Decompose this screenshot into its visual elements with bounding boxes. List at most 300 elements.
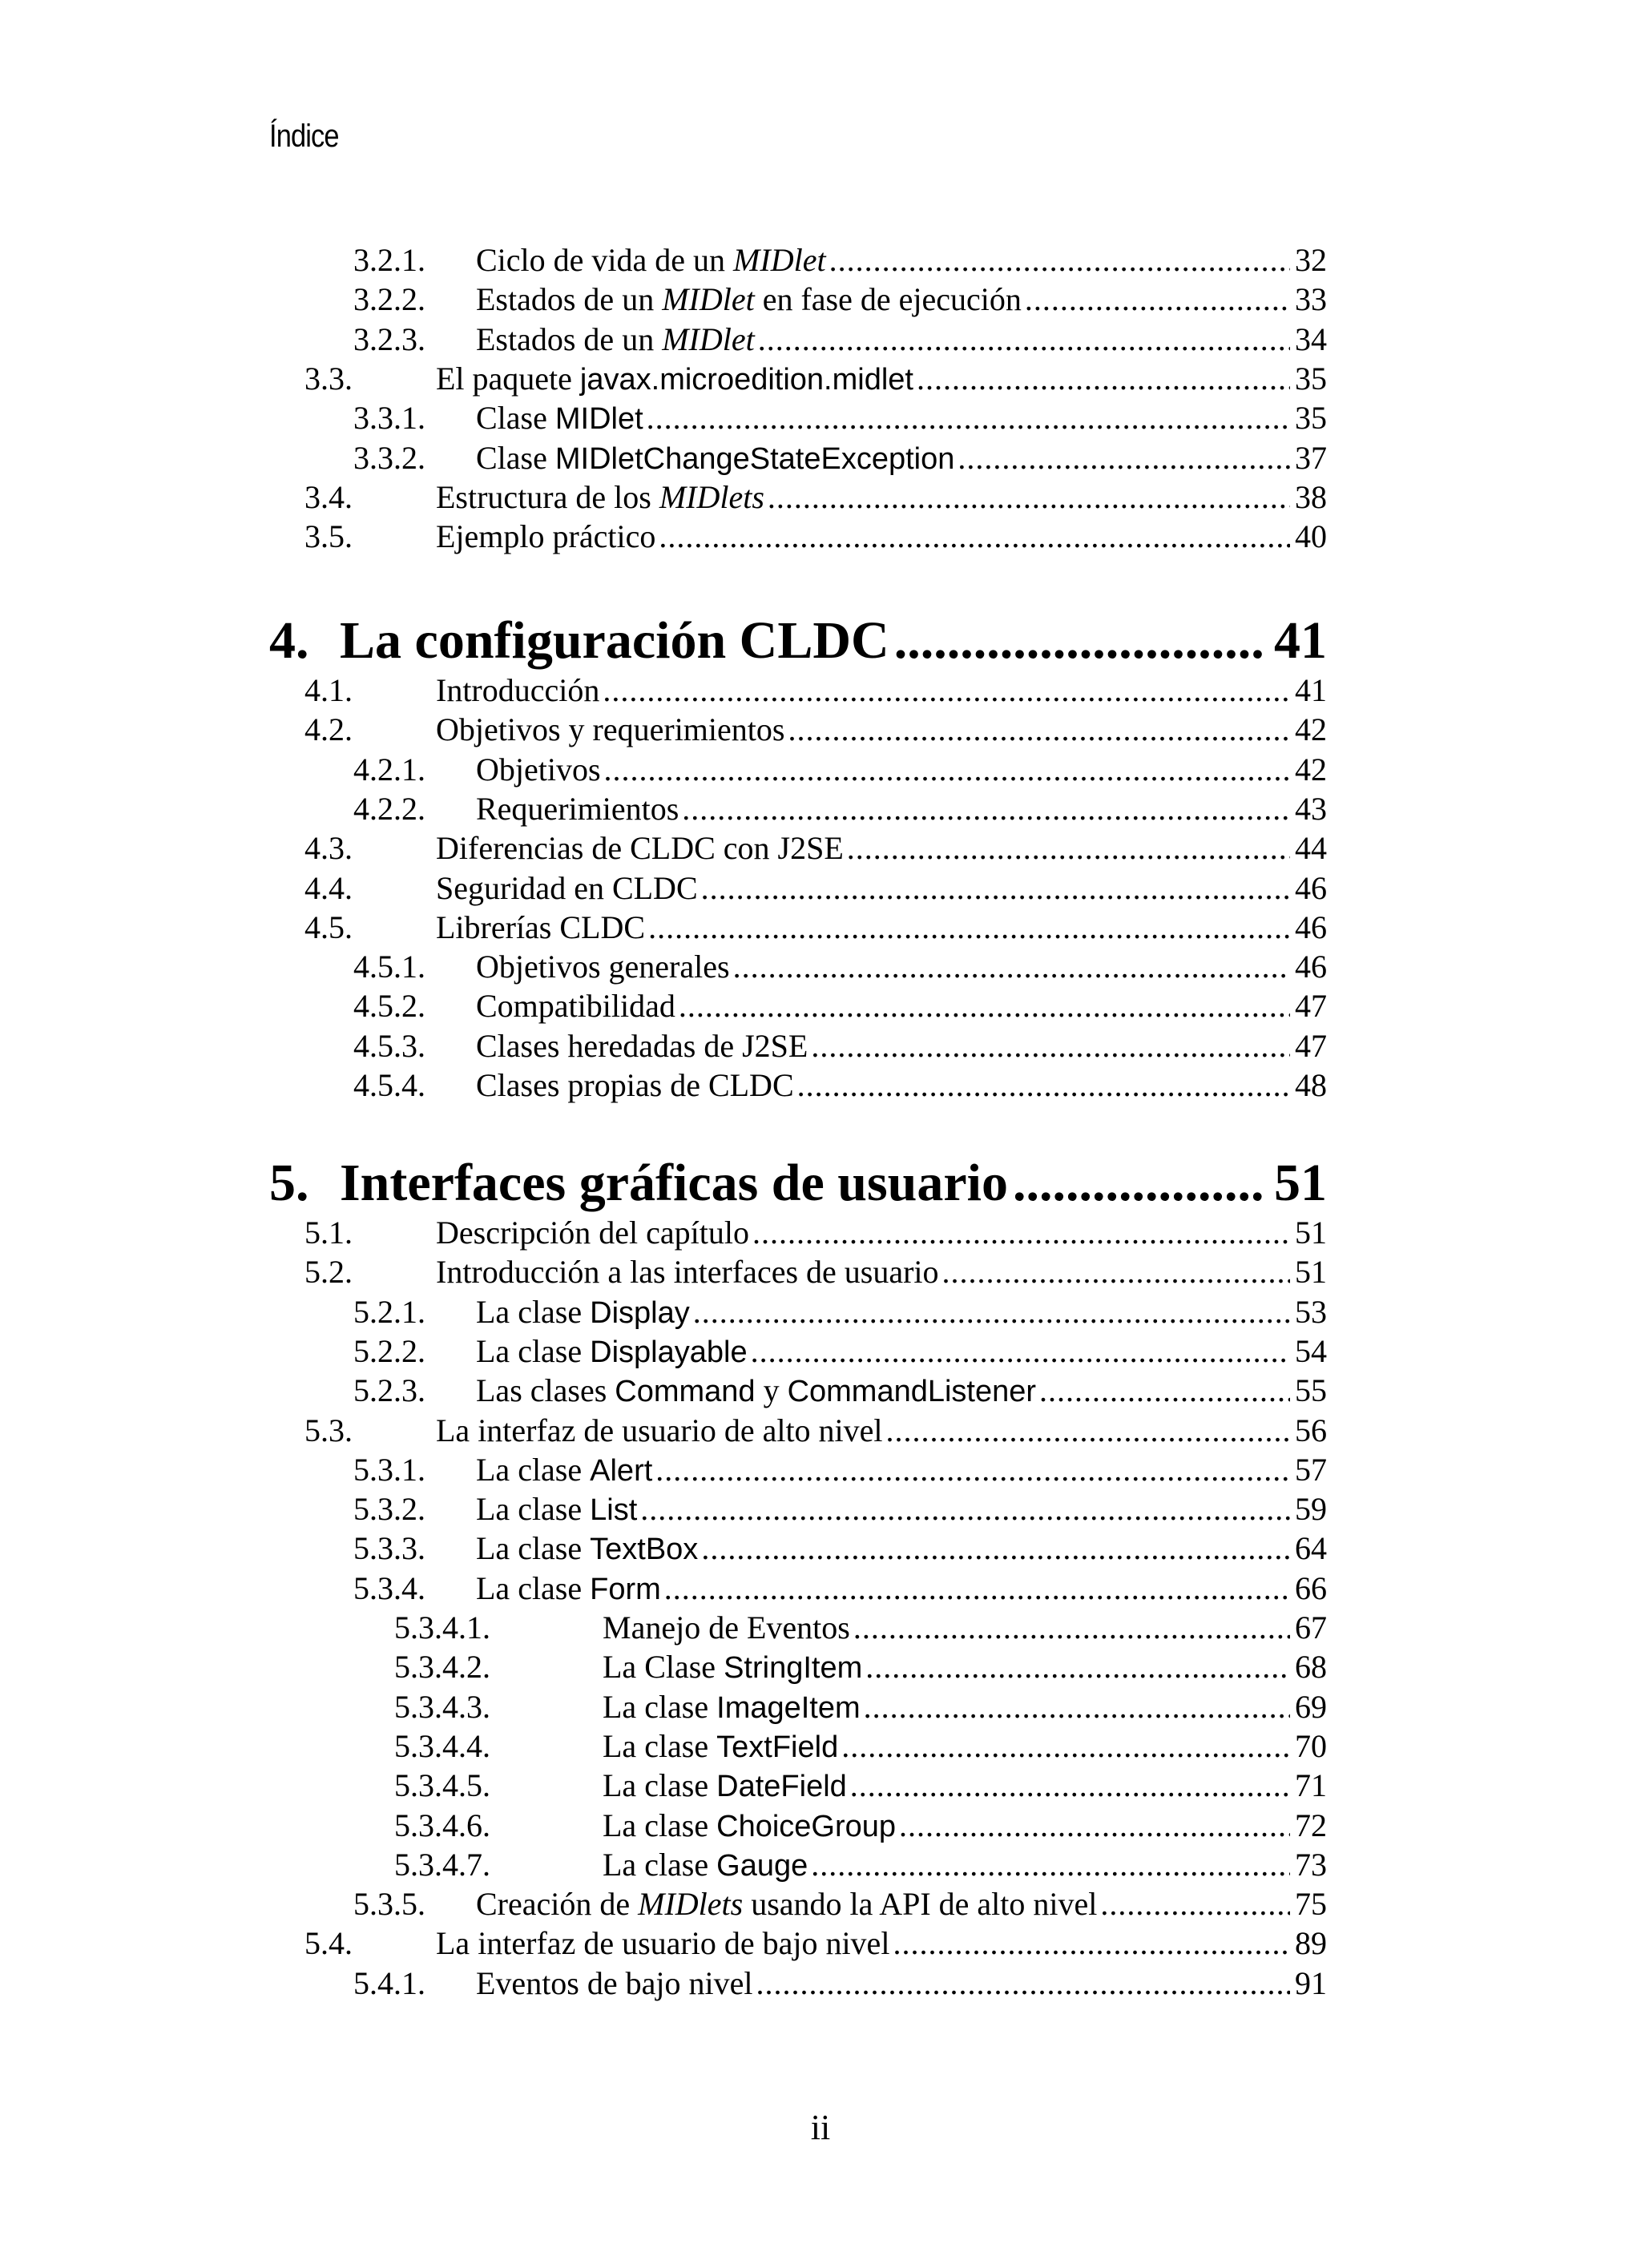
toc-entry-title-part: Requerimientos	[476, 790, 679, 827]
toc-entry-body	[436, 477, 1327, 518]
toc-entry-title-part: Introducción	[436, 672, 600, 708]
toc-entry-title	[476, 438, 954, 479]
toc-leader-dots	[1100, 1884, 1290, 1924]
toc-entry[interactable]	[269, 1450, 1327, 1490]
toc-entry-number: 4.5.	[304, 908, 353, 945]
toc-entry-title-part: La clase	[603, 1846, 717, 1883]
toc-leader-dots	[797, 1066, 1290, 1106]
toc-entry-body	[603, 1845, 1327, 1886]
toc-entry[interactable]	[269, 240, 1327, 280]
toc-entry-body	[436, 1924, 1327, 1964]
toc-entry-title-part: ImageItem	[716, 1690, 861, 1725]
toc-entry-number: 5.3.3.	[353, 1530, 425, 1567]
toc-entry[interactable]	[269, 1766, 1327, 1806]
toc-entry-title-part: Objetivos generales	[476, 949, 730, 985]
toc-entry-title-part: La clase	[476, 1491, 591, 1528]
toc-entry-title	[476, 1884, 1097, 1924]
toc-entry-title-part: Manejo de Eventos	[603, 1609, 850, 1646]
toc-entry[interactable]	[269, 1569, 1327, 1609]
toc-entry-title	[476, 398, 643, 439]
toc-entry-page: 46	[1295, 908, 1327, 945]
toc-leader-dots	[865, 1647, 1290, 1687]
toc-leader-dots	[899, 1806, 1290, 1846]
toc-entry-title	[436, 1213, 749, 1253]
toc-entry-number: 4.1.	[304, 672, 353, 708]
toc-entry-number: 3.5.	[304, 518, 353, 555]
toc-entry-number: 3.3.1.	[353, 400, 425, 437]
toc-entry-page: 91	[1295, 1964, 1327, 2001]
toc-entry-title	[476, 1292, 690, 1333]
toc-entry-title	[603, 1766, 847, 1807]
toc-entry-title	[436, 908, 645, 948]
toc-leader-dots	[758, 320, 1290, 360]
toc-leader-dots	[751, 1331, 1290, 1372]
toc-entry-title-part: La clase	[603, 1688, 717, 1725]
toc-entry-page: 66	[1295, 1569, 1327, 1606]
toc-entry-title-part: Ciclo de vida de un	[476, 242, 734, 278]
toc-entry-title	[436, 477, 764, 518]
toc-entry-title-part: La clase	[476, 1530, 591, 1567]
toc-chapter-heading[interactable]	[269, 1151, 1327, 1215]
toc-entry[interactable]	[269, 1608, 1327, 1648]
toc-leader-dots	[648, 908, 1290, 948]
toc-entry-number: 5.1.	[304, 1215, 353, 1251]
toc-leader-dots	[659, 517, 1290, 557]
toc-entry-body	[603, 1766, 1327, 1807]
toc-entry-title-part: usando la API de alto nivel	[743, 1886, 1098, 1923]
toc-entry[interactable]	[269, 1371, 1327, 1411]
toc-entry-title-part: MIDlets	[638, 1886, 744, 1923]
toc-entry[interactable]	[269, 1647, 1327, 1687]
chapter-number: 4.	[269, 611, 309, 670]
toc-entry[interactable]	[269, 477, 1327, 518]
page-number-footer: ii	[810, 2108, 831, 2147]
toc-entry-page: 37	[1295, 439, 1327, 476]
toc-entry-title-part: Eventos de bajo nivel	[476, 1964, 753, 2001]
toc-entry-body	[476, 1450, 1327, 1491]
toc-entry-title-part: Objetivos	[476, 751, 601, 788]
toc-entry-title-part: Introducción a las interfaces de usuario	[436, 1254, 939, 1291]
toc-entry-title	[476, 1964, 752, 2004]
toc-entry-page: 35	[1295, 400, 1327, 437]
toc-entry-page: 47	[1295, 1027, 1327, 1064]
toc-entry-title-part: CommandListener	[787, 1375, 1037, 1409]
toc-entry-title-part: javax.microedition.midlet	[579, 362, 913, 397]
toc-entry-body	[436, 671, 1327, 711]
toc-leader-dots	[604, 750, 1290, 790]
toc-entry-title-part: MIDlet	[733, 242, 826, 278]
toc-entry-title	[476, 320, 755, 360]
toc-leader-dots	[1025, 280, 1290, 320]
toc-chapter-heading[interactable]	[269, 609, 1327, 673]
toc-entry-title	[476, 1066, 794, 1106]
toc-entry[interactable]	[269, 1066, 1327, 1106]
toc-entry-title-part: La clase	[476, 1569, 591, 1606]
toc-entry-title-part: Estados de un	[476, 281, 663, 318]
toc-entry[interactable]	[269, 1489, 1327, 1529]
toc-entry-number: 4.5.3.	[353, 1027, 425, 1064]
toc-leader-dots	[752, 1213, 1290, 1253]
toc-entry[interactable]	[269, 671, 1327, 711]
toc-entry-body	[476, 1529, 1327, 1569]
toc-entry-title-part: TextBox	[590, 1533, 699, 1567]
toc-entry-title	[603, 1608, 850, 1648]
toc-entry-title-part: Las clases	[476, 1372, 615, 1409]
toc-entry-title-part: Objetivos y requerimientos	[436, 711, 785, 748]
toc-entry-page: 41	[1295, 672, 1327, 708]
toc-entry-title-part: Display	[590, 1295, 690, 1330]
toc-leader-dots	[841, 1726, 1290, 1766]
toc-entry-page: 89	[1295, 1925, 1327, 1962]
toc-entry[interactable]	[269, 908, 1327, 948]
toc-entry-page: 42	[1295, 711, 1327, 748]
toc-entry-title-part: List	[590, 1493, 638, 1528]
toc-entry[interactable]	[269, 1964, 1327, 2004]
toc-entry-number: 4.2.	[304, 711, 353, 748]
toc-entry[interactable]	[269, 1884, 1327, 1924]
toc-entry-title	[603, 1687, 861, 1728]
toc-leader-dots	[853, 1608, 1290, 1648]
toc-entry-title	[476, 1489, 637, 1530]
toc-entry-body	[476, 320, 1327, 360]
toc-leader-dots	[1039, 1371, 1290, 1411]
toc-entry-title	[476, 1450, 652, 1491]
toc-leader-dots	[679, 986, 1290, 1026]
toc-entry-title-part: MIDlet	[662, 281, 755, 318]
toc-entry-body	[476, 1489, 1327, 1530]
toc-entry-number: 5.3.2.	[353, 1491, 425, 1528]
toc-entry-number: 5.3.	[304, 1412, 353, 1448]
toc-entry-page: 69	[1295, 1688, 1327, 1725]
toc-entry-page: 71	[1295, 1767, 1327, 1804]
toc-entry-number: 5.3.4.3.	[394, 1688, 490, 1725]
toc-entry-number: 4.4.	[304, 869, 353, 906]
toc-entry-title	[476, 1331, 748, 1372]
toc-entry-body	[476, 1884, 1327, 1924]
toc-entry-body	[436, 1411, 1327, 1451]
toc-entry-title-part: StringItem	[724, 1651, 863, 1686]
toc-entry-number: 5.3.4.7.	[394, 1846, 490, 1883]
toc-entry-number: 5.3.1.	[353, 1451, 425, 1488]
toc-leader-dots	[958, 438, 1290, 478]
toc-entry-number: 5.3.4.4.	[394, 1727, 490, 1764]
toc-entry-number: 3.3.2.	[353, 439, 425, 476]
toc-entry-title-part: y	[755, 1372, 788, 1409]
toc-entry-number: 3.2.3.	[353, 320, 425, 357]
toc-entry-number: 5.3.4.2.	[394, 1649, 490, 1686]
toc-entry-title	[603, 1845, 808, 1886]
toc-entry[interactable]	[269, 710, 1327, 750]
toc-entry[interactable]	[269, 438, 1327, 478]
toc-leader-dots	[850, 1766, 1290, 1806]
toc-leader-dots	[682, 789, 1290, 829]
toc-entry-body	[603, 1726, 1327, 1767]
toc-entry-page: 57	[1295, 1451, 1327, 1488]
toc-entry-page: 47	[1295, 988, 1327, 1025]
toc-leader-dots	[693, 1292, 1290, 1332]
toc-entry-title	[476, 1371, 1036, 1412]
toc-entry-number: 5.2.3.	[353, 1372, 425, 1409]
toc-leader-dots	[942, 1252, 1290, 1292]
toc-entry-number: 5.3.4.	[353, 1569, 425, 1606]
toc-entry-title-part: Creación de	[476, 1886, 639, 1923]
toc-entry-title	[603, 1726, 838, 1767]
toc-entry-body	[603, 1687, 1327, 1728]
toc-entry-number: 4.5.4.	[353, 1067, 425, 1103]
toc-entry-page: 46	[1295, 949, 1327, 985]
toc-entry[interactable]	[269, 947, 1327, 987]
toc-entry-body	[476, 947, 1327, 987]
toc-entry-number: 5.4.	[304, 1925, 353, 1962]
toc-entry-title-part: MIDlet	[554, 402, 643, 437]
toc-leader-dots	[829, 240, 1290, 280]
toc-entry-number: 5.2.	[304, 1254, 353, 1291]
toc-entry-title-part: MIDlet	[662, 320, 755, 357]
toc-leader-dots	[894, 609, 1266, 673]
toc-entry-page: 70	[1295, 1727, 1327, 1764]
toc-entry-title	[603, 1806, 896, 1847]
toc-leader-dots	[886, 1411, 1290, 1451]
toc-entry-title-part: La clase	[476, 1293, 591, 1330]
toc-entry-body	[603, 1647, 1327, 1688]
toc-entry-title-part: La interfaz de usuario de bajo nivel	[436, 1925, 890, 1962]
toc-entry-page: 59	[1295, 1491, 1327, 1528]
toc-entry-title-part: Form	[590, 1572, 661, 1606]
toc-leader-dots	[603, 671, 1290, 711]
toc-leader-dots	[893, 1924, 1290, 1964]
toc-entry-number: 4.2.1.	[353, 751, 425, 788]
toc-entry[interactable]	[269, 1292, 1327, 1332]
toc-entry-title-part: Seguridad en CLDC	[436, 869, 698, 906]
toc-leader-dots	[664, 1569, 1290, 1609]
toc-entry-page: 54	[1295, 1332, 1327, 1369]
toc-entry-page: 51	[1295, 1215, 1327, 1251]
toc-entry-title	[436, 359, 913, 400]
toc-entry-title-part: Descripción del capítulo	[436, 1215, 749, 1251]
toc-entry-title	[476, 1529, 698, 1569]
toc-entry-title-part: Clase	[476, 400, 555, 437]
toc-entry-title	[476, 750, 601, 790]
toc-entry-title-part: ChoiceGroup	[716, 1809, 897, 1843]
toc-entry-title	[476, 947, 730, 987]
toc-entry-title	[476, 1569, 661, 1609]
toc-entry-title-part: TextField	[716, 1730, 839, 1764]
toc-entry-body	[476, 438, 1327, 479]
toc-entry-number: 4.5.1.	[353, 949, 425, 985]
chapter-page: 51	[1274, 1154, 1327, 1212]
running-header: Índice	[269, 119, 339, 154]
toc-entry-page: 64	[1295, 1530, 1327, 1567]
toc-entry-body	[476, 1292, 1327, 1333]
toc-entry-title	[476, 789, 679, 829]
toc-entry-title-part: La interfaz de usuario de alto nivel	[436, 1412, 883, 1448]
toc-entry-body	[436, 908, 1327, 948]
toc-entry-title	[436, 710, 784, 750]
toc-leader-dots	[655, 1450, 1290, 1490]
toc-entry-body	[436, 710, 1327, 750]
toc-leader-dots	[864, 1687, 1290, 1727]
chapter-title: Interfaces gráficas de usuario	[340, 1154, 1009, 1212]
toc-entry[interactable]	[269, 868, 1327, 908]
toc-entry-page: 48	[1295, 1067, 1327, 1103]
toc-entry-body	[476, 280, 1327, 320]
toc-entry[interactable]	[269, 1726, 1327, 1766]
toc-entry-title-part: Compatibilidad	[476, 988, 675, 1025]
toc-entry-title-part: MIDletChangeStateException	[554, 441, 955, 476]
toc-entry-number: 5.3.4.5.	[394, 1767, 490, 1804]
toc-entry-title-part: Clases propias de CLDC	[476, 1067, 794, 1103]
toc-leader-dots	[647, 398, 1290, 438]
toc-entry-body	[603, 1806, 1327, 1847]
toc-entry-title-part: Estructura de los	[436, 478, 659, 515]
toc-entry-title-part: El paquete	[436, 360, 580, 397]
toc-entry-title-part: La clase	[476, 1451, 591, 1488]
toc-entry-title-part: Clase	[476, 439, 555, 476]
toc-entry-body	[603, 1608, 1327, 1648]
toc-entry-body	[476, 1066, 1327, 1106]
toc-entry[interactable]	[269, 1252, 1327, 1292]
toc-entry-title-part: Ejemplo práctico	[436, 518, 656, 555]
toc-entry-page: 73	[1295, 1846, 1327, 1883]
toc-entry-number: 3.3.	[304, 360, 353, 397]
toc-entry-title	[436, 671, 599, 711]
toc-entry-title-part: MIDlets	[659, 478, 764, 515]
toc-leader-dots	[756, 1964, 1290, 2004]
toc-entry[interactable]	[269, 1924, 1327, 1964]
toc-entry[interactable]	[269, 1411, 1327, 1451]
toc-leader-dots	[701, 1529, 1290, 1569]
toc-entry-page: 44	[1295, 830, 1327, 867]
toc-entry-title-part: Displayable	[590, 1335, 748, 1369]
toc-entry-number: 3.2.1.	[353, 242, 425, 278]
toc-entry-title-part: La clase	[603, 1767, 717, 1804]
toc-entry-title	[603, 1647, 862, 1688]
toc-entry[interactable]	[269, 320, 1327, 360]
toc-entry-title	[436, 828, 844, 868]
toc-leader-dots	[733, 947, 1290, 987]
toc-entry-page: 33	[1295, 281, 1327, 318]
toc-entry-number: 5.3.4.6.	[394, 1807, 490, 1843]
chapter-number: 5.	[269, 1154, 309, 1212]
toc-entry-page: 68	[1295, 1649, 1327, 1686]
toc-entry-number: 4.2.2.	[353, 790, 425, 827]
toc-entry-number: 4.5.2.	[353, 988, 425, 1025]
toc-entry-page: 67	[1295, 1609, 1327, 1646]
toc-entry-page: 32	[1295, 242, 1327, 278]
toc-leader-dots	[811, 1845, 1290, 1885]
toc-entry-body	[476, 789, 1327, 829]
toc-entry-number: 4.3.	[304, 830, 353, 867]
toc-entry-body	[476, 1026, 1327, 1066]
toc-entry[interactable]	[269, 1845, 1327, 1885]
toc-entry-page: 34	[1295, 320, 1327, 357]
toc-leader-dots	[701, 868, 1290, 908]
toc-leader-dots	[768, 477, 1290, 518]
toc-entry[interactable]	[269, 789, 1327, 829]
toc-entry-title	[436, 868, 698, 908]
toc-entry-page: 56	[1295, 1412, 1327, 1448]
toc-entry-title	[476, 280, 1022, 320]
toc-entry-title-part: La clase	[603, 1727, 717, 1764]
toc-leader-dots	[1013, 1151, 1266, 1215]
toc-entry-number: 5.3.4.1.	[394, 1609, 490, 1646]
toc-entry[interactable]	[269, 1026, 1327, 1066]
toc-entry-body	[436, 828, 1327, 868]
toc-entry[interactable]	[269, 828, 1327, 868]
toc-entry-title-part: Estados de un	[476, 320, 663, 357]
toc-entry-page: 35	[1295, 360, 1327, 397]
toc-entry-body	[436, 1213, 1327, 1253]
toc-entry-page: 51	[1295, 1254, 1327, 1291]
toc-entry-page: 72	[1295, 1807, 1327, 1843]
toc-entry-title-part: Diferencias de CLDC con J2SE	[436, 830, 844, 867]
toc-leader-dots	[640, 1489, 1290, 1529]
toc-entry-number: 3.4.	[304, 478, 353, 515]
toc-entry-title-part: La clase	[603, 1807, 717, 1843]
toc-entry-title	[436, 517, 655, 557]
toc-entry[interactable]	[269, 986, 1327, 1026]
toc-entry-page: 46	[1295, 869, 1327, 906]
toc-entry-title-part: Command	[615, 1375, 756, 1409]
toc-entry-title-part: DateField	[716, 1770, 847, 1804]
toc-entry-number: 5.2.2.	[353, 1332, 425, 1369]
toc-entry[interactable]	[269, 1806, 1327, 1846]
chapter-title: La configuración CLDC	[340, 611, 889, 670]
toc-entry-page: 75	[1295, 1886, 1327, 1923]
toc-leader-dots	[847, 828, 1290, 868]
toc-entry-body	[476, 986, 1327, 1026]
toc-entry[interactable]	[269, 280, 1327, 320]
toc-entry-body	[436, 868, 1327, 908]
toc-entry-body	[476, 1964, 1327, 2004]
toc-entry-page: 40	[1295, 518, 1327, 555]
toc-entry-number: 5.3.5.	[353, 1886, 425, 1923]
toc-entry-title-part: La clase	[476, 1332, 591, 1369]
toc-entry-title	[436, 1924, 889, 1964]
toc-entry-body	[436, 1252, 1327, 1292]
toc-entry-title-part: Librerías CLDC	[436, 908, 646, 945]
toc-entry-body	[436, 359, 1327, 400]
toc-entry[interactable]	[269, 1529, 1327, 1569]
toc-entry-title-part: en fase de ejecución	[754, 281, 1022, 318]
toc-entry[interactable]	[269, 1687, 1327, 1727]
toc-entry-page: 53	[1295, 1293, 1327, 1330]
toc-entry-body	[476, 1331, 1327, 1372]
toc-entry-page: 43	[1295, 790, 1327, 827]
toc-entry-title-part: La Clase	[603, 1649, 724, 1686]
toc-entry[interactable]	[269, 750, 1327, 790]
toc-entry-number: 5.2.1.	[353, 1293, 425, 1330]
toc-entry[interactable]	[269, 359, 1327, 399]
toc-entry-title	[476, 1026, 808, 1066]
toc-entry-body	[476, 240, 1327, 280]
toc-entry-body	[476, 1371, 1327, 1412]
toc-entry-title	[476, 240, 826, 280]
toc-leader-dots	[917, 359, 1290, 399]
toc-entry[interactable]	[269, 1331, 1327, 1372]
toc-entry-body	[476, 1569, 1327, 1609]
toc-entry-body	[476, 398, 1327, 439]
toc-leader-dots	[788, 710, 1290, 750]
toc-entry[interactable]	[269, 517, 1327, 557]
toc-entry-title	[436, 1411, 883, 1451]
toc-entry[interactable]	[269, 1213, 1327, 1253]
toc-entry-title	[476, 986, 675, 1026]
toc-entry-number: 3.2.2.	[353, 281, 425, 318]
toc-leader-dots	[811, 1026, 1290, 1066]
toc-entry[interactable]	[269, 398, 1327, 438]
toc-entry-title-part: Clases heredadas de J2SE	[476, 1027, 808, 1064]
